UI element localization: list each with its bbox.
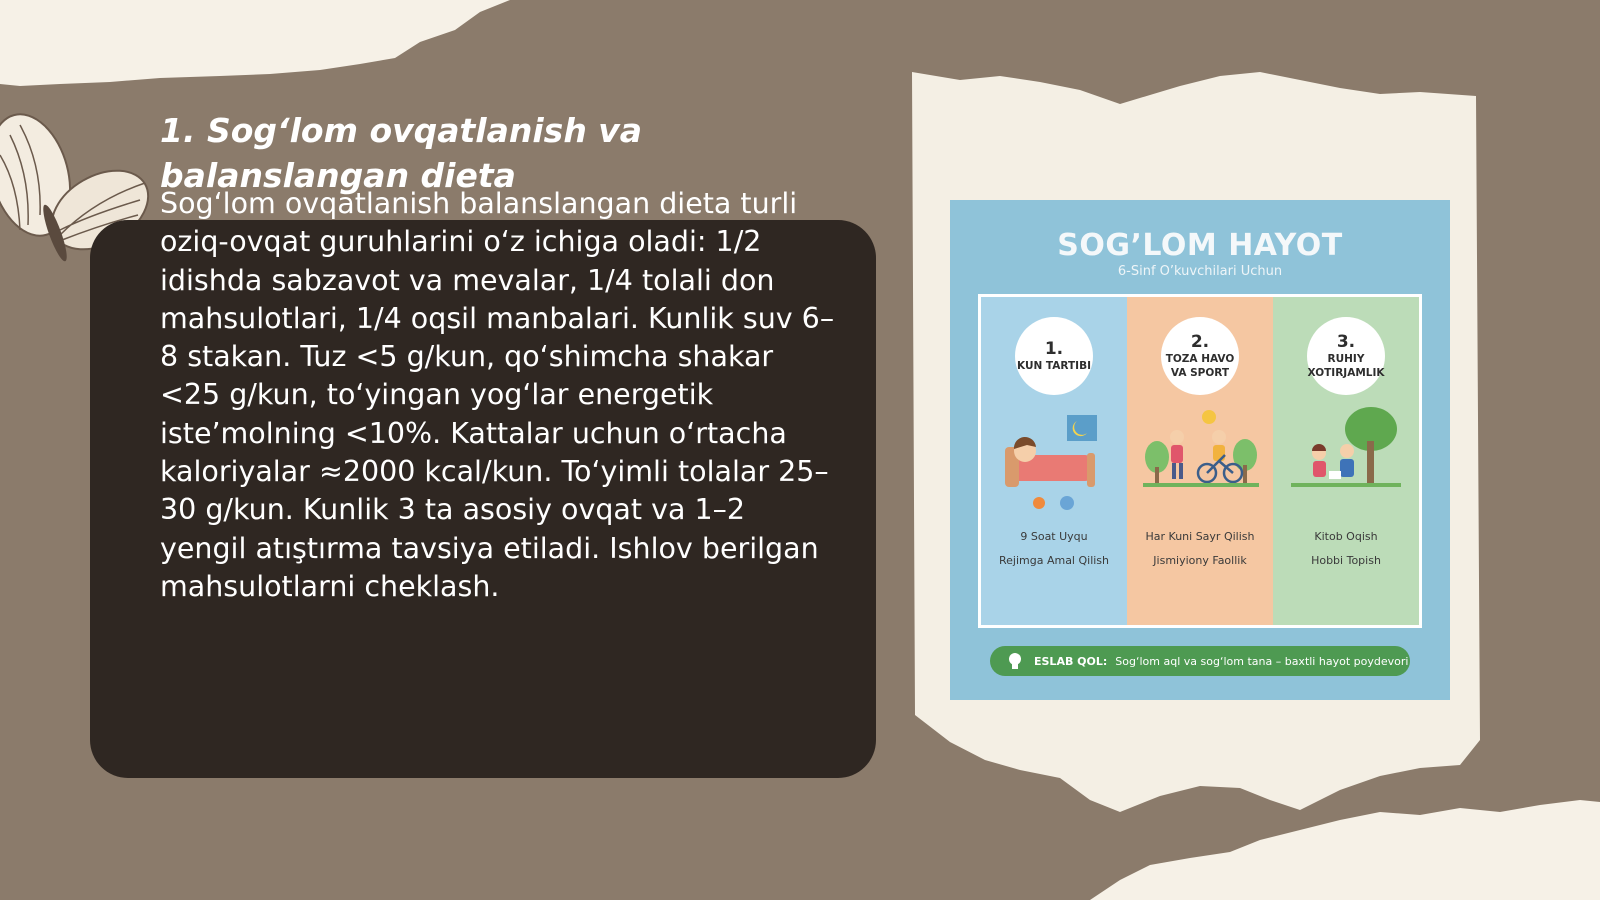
- slide-title: 1. Sog‘lom ovqatlanish va balanslangan dieta: [160, 111, 643, 195]
- column-mental-calm: [1273, 297, 1419, 625]
- remember-text: Sog‘lom aql va sog‘lom tana – baxtli hayot poydevori: [1115, 654, 1409, 668]
- badge-label: RUHIY XOTIRJAMLIK: [1307, 353, 1385, 379]
- infographic-panel: [978, 294, 1422, 628]
- caption: Hobbi Topish: [1311, 554, 1381, 567]
- remember-banner: [990, 646, 1410, 676]
- infographic-subtitle: 6-Sinf O’kuvchilari Uchun: [1117, 264, 1283, 279]
- kids-cycling-icon: [1137, 407, 1263, 517]
- caption: Rejimga Amal Qilish: [998, 554, 1110, 567]
- badge-3: [1307, 317, 1385, 395]
- column-daily-routine: [981, 297, 1127, 625]
- badge-1: [1015, 317, 1093, 395]
- caption: Har Kuni Sayr Qilish: [1145, 530, 1255, 543]
- caption: Jismiyiony Faollik: [1153, 554, 1247, 567]
- badge-2: [1161, 317, 1239, 395]
- caption: Kitob Oqish: [1314, 530, 1378, 543]
- sleeping-child-icon: [991, 407, 1117, 517]
- badge-number: 3.: [1336, 332, 1356, 352]
- column-fresh-air-sport: [1127, 297, 1273, 625]
- caption: 9 Soat Uyqu: [1020, 530, 1088, 543]
- badge-label: TOZA HAVO VA SPORT: [1165, 353, 1235, 379]
- remember-label: ESLAB QOL:: [1034, 654, 1108, 668]
- kids-reading-icon: [1283, 407, 1409, 517]
- badge-label: KUN TARTIBI: [1017, 360, 1091, 372]
- badge-number: 1.: [1044, 339, 1064, 359]
- infographic-title: SOG’LOM HAYOT: [1057, 228, 1343, 263]
- healthy-life-infographic: [950, 200, 1450, 700]
- slide-body: Sog‘lom ovqatlanish balanslangan dieta turli oziq-ovqat guruhlarini o‘z ichiga oladi: 1/2 idishda sabzavot va mevalar, 1/4 tolali don mahsulotlari, 1/4 oqsil manbalari. Kunlik suv 6–8 stakan. Tuz <5 g/kun, qo‘shimcha shakar <25 g/kun, to‘yingan yog‘lar energetik iste’molning <10%. Kattalar uchun o‘rtacha kaloriyalar ≈2000 kcal/kun. To‘yimli tolalar 25–30 g/kun. Kunlik 3 ta asosiy ovqat va 1–2 yengil atıştırma tavsiya etiladi. Ishlov berilgan mahsulotlarni cheklash.: [160, 187, 835, 603]
- badge-number: 2.: [1190, 332, 1210, 352]
- lightbulb-icon: [1004, 650, 1026, 672]
